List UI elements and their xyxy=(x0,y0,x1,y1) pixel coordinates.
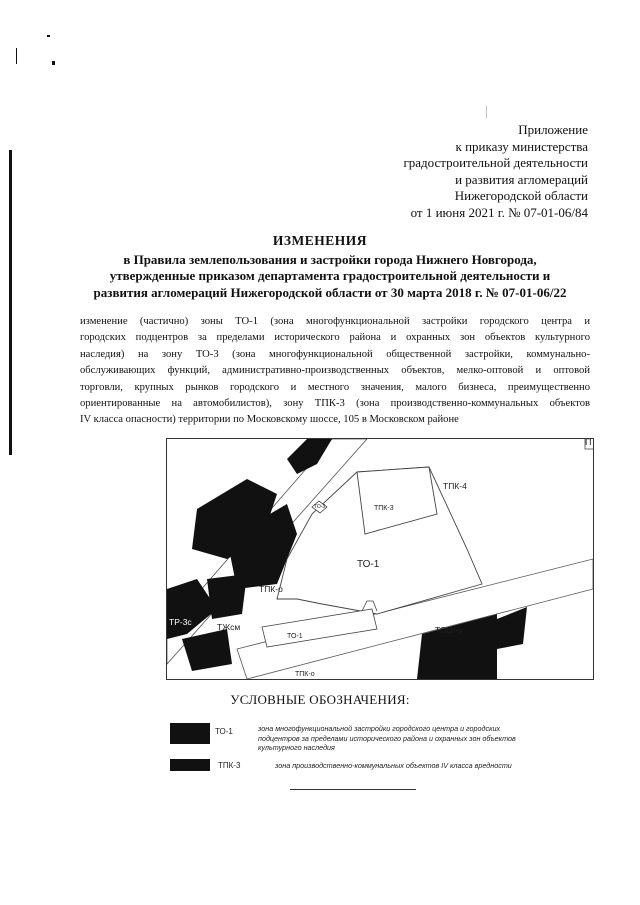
legend-swatch-to1 xyxy=(170,723,210,744)
appendix-line: Нижегородской области xyxy=(454,188,588,204)
subtitle-line: в Правила землепользования и застройки города Нижнего Новгорода, xyxy=(123,252,537,267)
legend-code: ТО-1 xyxy=(215,727,233,736)
map-label-corner: П xyxy=(585,438,592,447)
body-line: городских подцентров за пределами исторического района и охранных зон объектов культурного xyxy=(80,332,590,344)
subtitle-line: развития агломераций Нижегородской области от 30 марта 2018 г. № 07-01-06/22 xyxy=(93,284,567,300)
legend-description xyxy=(258,724,516,753)
body-line: IV класса опасности) территории по Московскому шоссе, 105 в Московском районе xyxy=(80,414,459,426)
map-drawing xyxy=(167,439,593,679)
map-label-tosp-u: ТОсп-у xyxy=(435,625,463,635)
scan-mark xyxy=(47,35,50,37)
map-label-tzhsm: ТЖсм xyxy=(217,622,241,632)
map-label-tpk-bottom: ТПК-о xyxy=(295,671,315,678)
body-line: торговли, крупных рынков городского и местного значения, малого бизнеса, преимущественно xyxy=(80,381,590,393)
map-zone-shape xyxy=(207,574,247,619)
divider-line xyxy=(290,789,416,790)
appendix-line: Приложение xyxy=(518,122,588,137)
map-zone-shape xyxy=(497,607,527,649)
body-line: наследия) на зону ТО-3 (зона многофункциональной общественной застройки, коммунально- xyxy=(80,348,590,360)
map-label-to3: ТО-3 xyxy=(314,504,326,510)
legend-title: УСЛОВНЫЕ ОБОЗНАЧЕНИЯ: xyxy=(230,692,410,707)
body-line: ориентированные на автомобилистов), зону ТПК-3 (зона производственно-коммунальных объектов xyxy=(80,398,590,410)
scan-edge-mark xyxy=(9,150,12,455)
zoning-map xyxy=(166,438,594,680)
map-label-to1-lower: ТО-1 xyxy=(287,633,303,640)
document-title: ИЗМЕНЕНИЯ xyxy=(272,233,368,248)
body-paragraph xyxy=(80,314,590,429)
legend-swatch-tpk3 xyxy=(170,759,210,771)
appendix-line: и развития агломераций xyxy=(455,171,588,187)
legend-description xyxy=(275,761,512,771)
legend-code: ТПК-3 xyxy=(218,761,241,770)
document-subtitle xyxy=(70,252,590,301)
appendix-line: к приказу министерства xyxy=(455,138,588,154)
subtitle-line: утвержденные приказом департамента градостроительной деятельности и xyxy=(109,268,551,284)
appendix-line: от 1 июня 2021 г. № 07-01-06/84 xyxy=(410,204,588,220)
scan-mark xyxy=(16,48,17,64)
legend-line: зона многофункциональной застройки городского центра и городских xyxy=(258,724,501,733)
body-line: обслуживающих функций, административно-производственных объектов, мелко-оптовой и оптовой xyxy=(80,365,590,377)
body-line: изменение (частично) зоны ТО-1 (зона многофункциональной застройки городского центра и xyxy=(80,316,590,327)
map-label-tpk3: ТПК-3 xyxy=(374,505,394,512)
map-label-to1: ТО-1 xyxy=(357,559,380,570)
legend-line: культурного наследия xyxy=(258,743,335,752)
scan-mark xyxy=(486,106,487,118)
appendix-line: градостроительной деятельности xyxy=(403,155,588,171)
legend-line: подцентров за пределами исторического района и охранных зон объектов xyxy=(258,733,516,743)
map-label-tpk-o: ТПК-о xyxy=(259,584,283,594)
map-label-tpk4: ТПК-4 xyxy=(443,481,467,491)
appendix-block xyxy=(328,122,588,222)
scan-mark xyxy=(52,61,55,65)
map-label-tr3c: ТР-3с xyxy=(169,617,192,627)
legend-line: зона производственно-коммунальных объектов IV класса вредности xyxy=(275,761,512,770)
